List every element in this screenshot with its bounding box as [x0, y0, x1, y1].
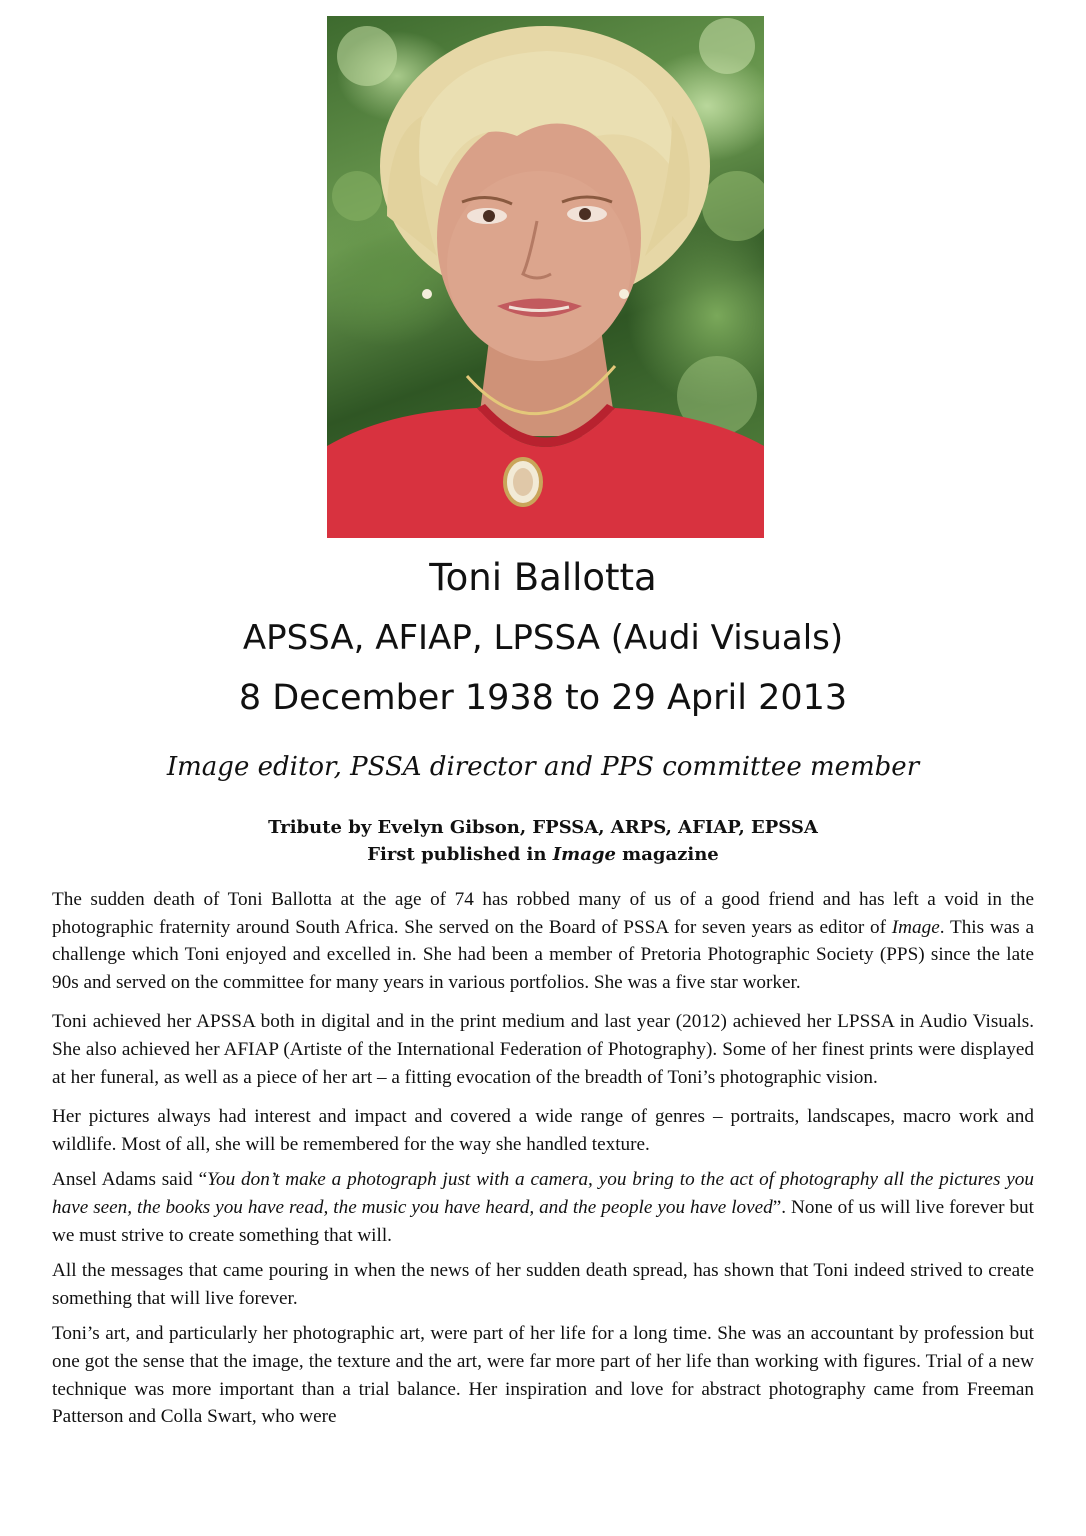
- publication-title: Image: [552, 844, 616, 865]
- paragraph-1-text-b: . This was a challenge which Toni enjoyed and excelled in. She had been a member of Pretoria Photographic Society (PPS) since the late 90s and served on the committee for many years in various portfolios. She was a five star worker.: [52, 916, 1034, 993]
- tribute-credit: [0, 814, 1086, 868]
- paragraph-6: Toni’s art, and particularly her photographic art, were part of her life for a long time. She was an accountant by profession but one got the sense that the image, the texture and the art, were far more part of her life than working with figures. Trial of a new technique was more important than a trial balance. Her inspiration and love for abstract photography came from Freeman Patterson and Colla Swart, who were: [52, 1323, 1034, 1428]
- ansel-adams-quote: You don’t make a photograph just with a camera, you bring to the act of photography all the pictures you have seen, the books you have read, the music you have heard, and the people you have loved: [52, 1169, 1034, 1218]
- paragraph-1-magazine-title: Image: [891, 916, 940, 938]
- paragraph-4-text-a: Ansel Adams said “: [52, 1169, 208, 1191]
- person-name: Toni Ballotta: [429, 556, 657, 599]
- portrait-illustration: [327, 16, 764, 538]
- life-dates: 8 December 1938 to 29 April 2013: [238, 678, 848, 718]
- paragraph-4: [52, 1166, 1034, 1249]
- credentials: APSSA, AFIAP, LPSSA (Audi Visuals): [242, 618, 844, 658]
- paragraph-1-text-a: The sudden death of Toni Ballotta at the age of 74 has robbed many of us of a good friend and has left a void in the photographic fraternity around South Africa. She served on the Board of PSSA for seven years as editor of: [52, 889, 1034, 938]
- portrait-photo: [327, 16, 764, 538]
- paragraph-5: All the messages that came pouring in when the news of her sudden death spread, has shown that Toni indeed strived to create something that will live forever.: [52, 1260, 1034, 1309]
- paragraph-4-text-b: ”. None of us will live forever but we must strive to create something that will.: [52, 1196, 1034, 1246]
- article-body: [52, 886, 1034, 1439]
- role-subtitle: Image editor, PSSA director and PPS committee member: [166, 752, 920, 782]
- paragraph-3: Her pictures always had interest and impact and covered a wide range of genres – portraits, landscapes, macro work and wildlife. Most of all, she will be remembered for the way she handled texture.: [52, 1106, 1034, 1155]
- tribute-byline: Tribute by Evelyn Gibson, FPSSA, ARPS, AFIAP, EPSSA: [268, 817, 818, 838]
- publication-suffix: magazine: [615, 844, 719, 865]
- paragraph-1: [52, 886, 1034, 996]
- paragraph-2: Toni achieved her APSSA both in digital and in the print medium and last year (2012) achieved her LPSSA in Audio Visuals. She also achieved her AFIAP (Artiste of the International Federation of Photography). Some of her finest prints were displayed at her funeral, as well as a piece of her art – a fitting evocation of the breadth of Toni’s photographic vision.: [52, 1011, 1034, 1088]
- publication-prefix: First published in: [367, 844, 553, 865]
- publication-note: [0, 841, 1086, 868]
